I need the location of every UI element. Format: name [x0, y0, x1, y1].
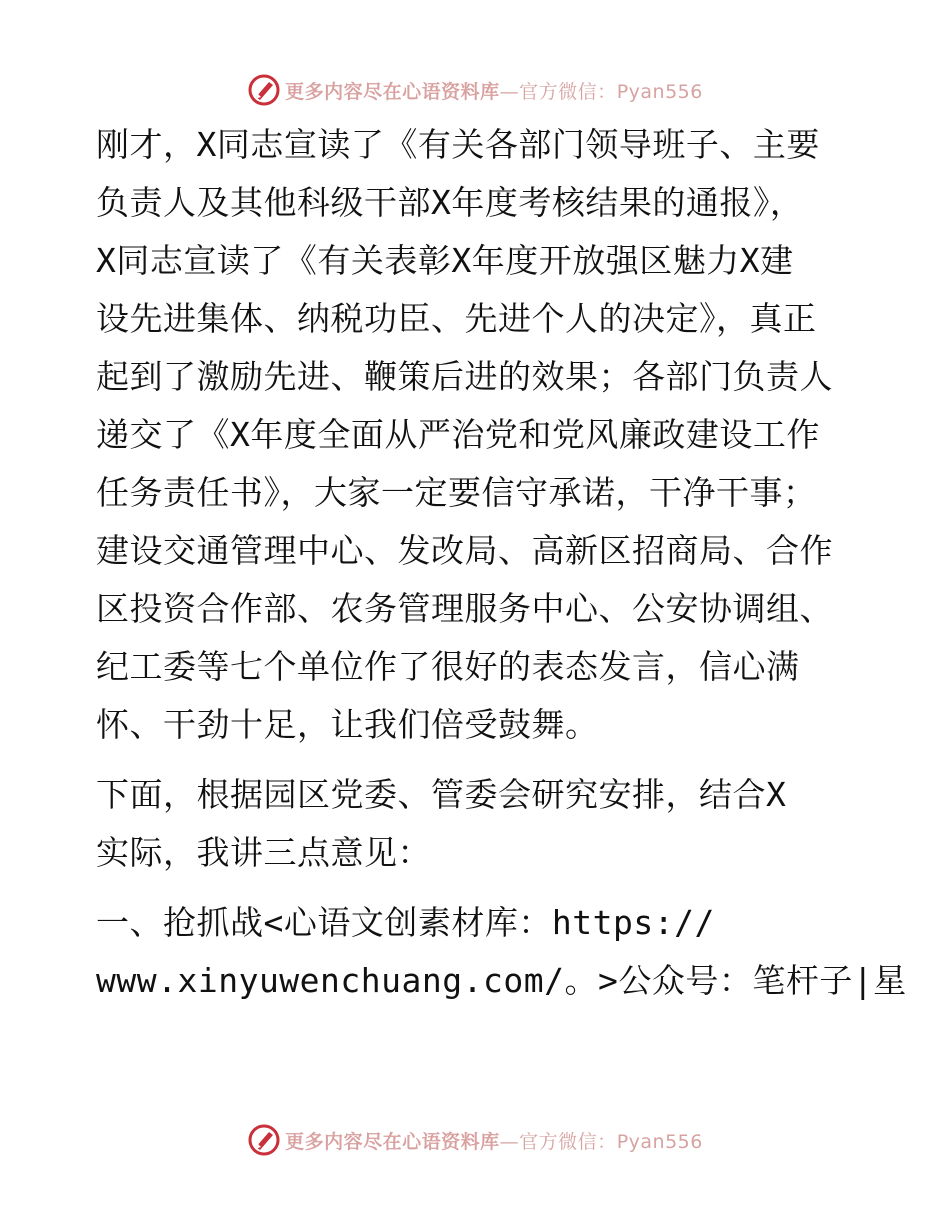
- text-line: 设先进集体、纳税功臣、先进个人的决定》，真正: [96, 299, 817, 338]
- text-line: X同志宣读了《有关表彰X年度开放强区魅力X建: [96, 241, 794, 280]
- paragraph-2: [96, 766, 852, 882]
- banner-wechat-label: 官方微信：: [519, 80, 617, 103]
- text-line: 一、抢抓战<心语文创素材库：https://: [96, 903, 715, 942]
- text-line: 怀、干劲十足，让我们倍受鼓舞。: [96, 705, 599, 744]
- banner-wechat-id: Pyan556: [616, 80, 703, 103]
- text-line: www.xinyuwenchuang.com/。>公众号：笔杆子|星: [96, 961, 907, 1000]
- paragraph-1: [96, 116, 852, 754]
- footer-banner: [0, 1120, 950, 1160]
- header-banner: [0, 70, 950, 110]
- text-line: 建设交通管理中心、发改局、高新区招商局、合作: [96, 531, 833, 570]
- text-line: 实际，我讲三点意见：: [96, 833, 431, 872]
- text-line: 递交了《X年度全面从严治党和党风廉政建设工作: [96, 415, 820, 454]
- text-line: 区投资合作部、农务管理服务中心、公安协调组、: [96, 589, 833, 628]
- text-line: 负责人及其他科级干部X年度考核结果的通报》，: [96, 183, 804, 222]
- text-line: 纪工委等七个单位作了很好的表态发言，信心满: [96, 647, 800, 686]
- text-line: 刚才，X同志宣读了《有关各部门领导班子、主要: [96, 125, 820, 164]
- xinyu-logo-icon: [247, 1123, 281, 1157]
- banner-text: [285, 1127, 703, 1154]
- text-line: 下面，根据园区党委、管委会研究安排，结合X: [96, 775, 787, 814]
- xinyu-logo-icon: [247, 73, 281, 107]
- banner-dash: —: [499, 1130, 520, 1153]
- paragraph-3: [96, 894, 907, 1010]
- banner-main-text: 更多内容尽在心语资料库: [285, 80, 500, 103]
- banner-text: [285, 77, 703, 104]
- document-body: [96, 116, 907, 1022]
- banner-wechat-label: 官方微信：: [519, 1130, 617, 1153]
- banner-wechat-id: Pyan556: [616, 1130, 703, 1153]
- banner-dash: —: [499, 80, 520, 103]
- text-line: 任务责任书》，大家一定要信守承诺，干净干事；: [96, 473, 817, 512]
- banner-main-text: 更多内容尽在心语资料库: [285, 1130, 500, 1153]
- text-line: 起到了激励先进、鞭策后进的效果；各部门负责人: [96, 357, 833, 396]
